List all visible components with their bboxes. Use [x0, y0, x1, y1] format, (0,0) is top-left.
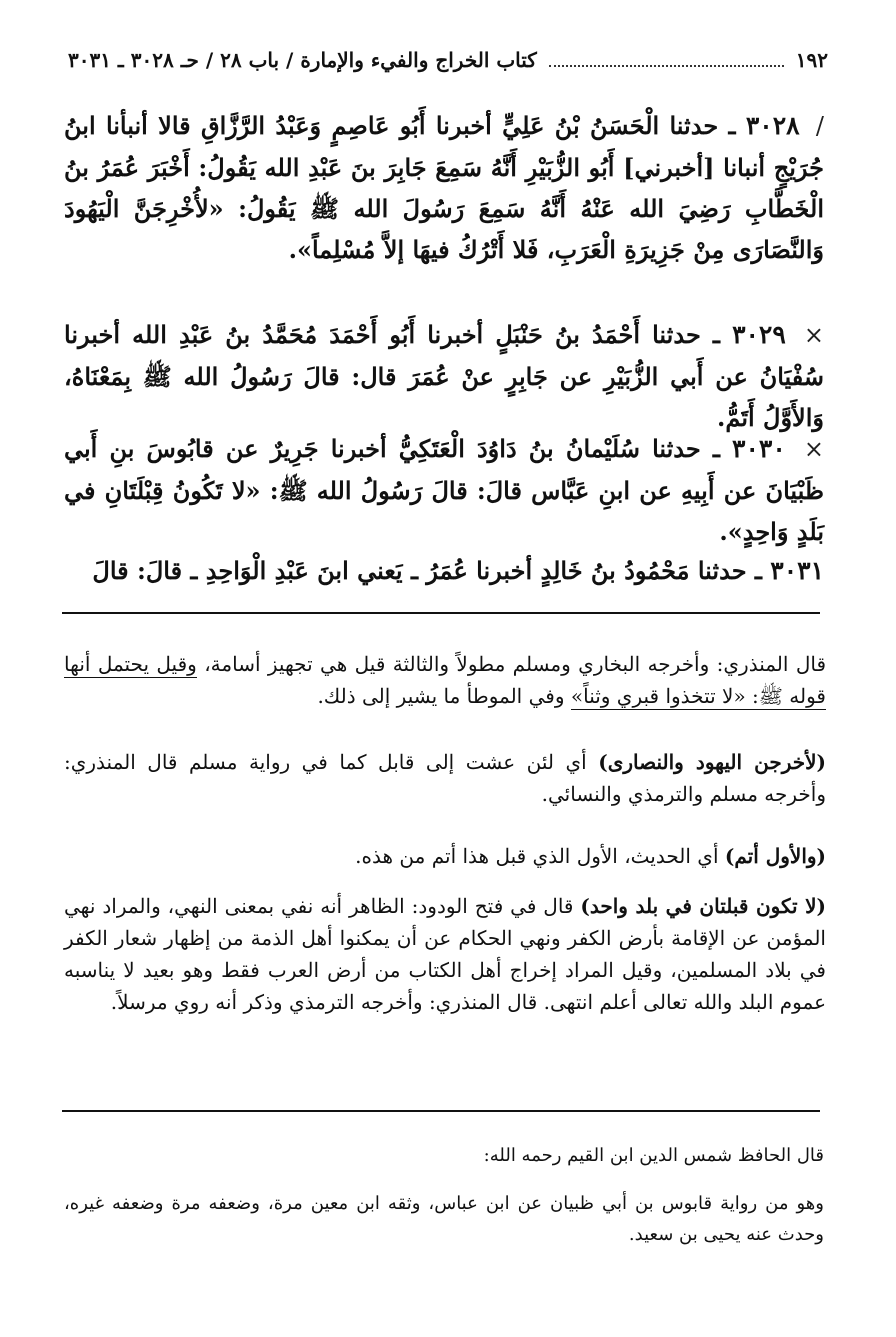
commentary-mundhiri	[64, 648, 826, 712]
commentary-text: وفي الموطأ ما يشير إلى ذلك.	[317, 684, 565, 708]
commentary-text: أي الحديث، الأول الذي قبل هذا أتم من هذه.	[355, 844, 719, 868]
divider-line	[62, 612, 820, 614]
hadith-text: ـ حدثنا سُلَيْمانُ بنُ دَاوُدَ الْعَتَكِيُّ أخبرنا جَرِيرٌ عن قابُوسَ بنِ أَبي ظَبْيَانَ عن أَبِيهِ عن ابنِ عَبَّاس قالَ: قالَ رَسُولُ الله ﷺ: «لا تَكُونُ قِبْلَتَانِ في بَلَدٍ وَاحِدٍ».	[64, 434, 824, 546]
commentary-item	[64, 746, 826, 810]
page-number: ١٩٢	[795, 48, 828, 72]
hadith-number: ٣٠٢٨	[745, 111, 800, 140]
page-header	[68, 48, 828, 78]
underlined-text: وقيل يحتمل أنها قوله ﷺ: «لا تتخذوا قبري وثناً»	[64, 652, 826, 708]
commentary-text: أي لئن عشت إلى قابل كما في رواية مسلم قال المنذري: وأخرجه مسلم والترمذي والنسائي.	[64, 750, 826, 806]
hadith-3030	[64, 428, 824, 552]
commentary-item	[64, 840, 826, 872]
commentary-lead: (لا تكون قبلتان في بلد واحد)	[580, 894, 826, 918]
hadith-3029	[64, 314, 824, 438]
divider-line	[62, 1110, 820, 1112]
margin-mark: ×	[803, 321, 825, 349]
commentary-text: قال في فتح الودود: الظاهر أنه نفي بمعنى النهي، والمراد نهي المؤمن عن الإقامة بأرض الكفر ونهي الحكام عن أن يمكنوا أهل الذمة من إظهار شعار الكفر في بلاد المسلمين، وقيل المراد إخراج أهل الكتاب من أرض العرب فقط وهو بعيد لا يناسبه عموم البلد والله تعالى أعلم انتهى. قال المنذري: وأخرجه الترمذي وذكر أنه روي مرسلاً.	[64, 894, 826, 1014]
ibn-qayyim-text: وهو من رواية قابوس بن أبي ظبيان عن ابن عباس، وثقه ابن معين مرة، وضعفه مرة وضعفه غيره، وحدث عنه يحيى بن سعيد.	[64, 1193, 824, 1245]
running-title: كتاب الخراج والفيء والإمارة / باب ٢٨ / حـ ٣٠٢٨ ـ ٣٠٣١	[68, 48, 537, 72]
hadith-3028	[64, 105, 824, 270]
commentary-lead: (والأول أتم)	[724, 844, 826, 868]
hadith-number: ٣٠٣٠	[732, 434, 786, 463]
hadith-text: ـ حدثنا أَحْمَدُ بنُ حَنْبَلٍ أخبرنا أَبُو أَحْمَدَ مُحَمَّدُ بنُ عَبْدِ الله أخبرنا سُفْيَانُ عن أَبي الزُّبَيْرِ عن جَابِرٍ عنْ عُمَرَ قال: قالَ رَسُولُ الله ﷺ بِمَعْنَاهُ، وَالأَوَّلُ أَتَمُّ.	[64, 320, 824, 432]
hadith-3031	[64, 550, 824, 591]
dotted-leader	[549, 51, 784, 67]
commentary-text: قال المنذري: وأخرجه البخاري ومسلم مطولاً والثالثة قيل هي تجهيز أسامة،	[204, 652, 827, 676]
margin-mark: /	[815, 112, 824, 140]
margin-mark: ×	[803, 435, 825, 463]
ibn-qayyim-heading: قال الحافظ شمس الدين ابن القيم رحمه الله:	[483, 1145, 824, 1166]
hadith-text: ـ حدثنا الْحَسَنُ بْنُ عَلِيٍّ أخبرنا أَبُو عَاصِمٍ وَعَبْدُ الرَّزَّاقِ قالا أنبأنا ابنُ جُرَيْجٍ أنبانا [أخبرني] أَبُو الزُّبَيْرِ أَنَّهُ سَمِعَ جَابِرَ بنَ عَبْدِ الله يَقُولُ: أَخْبَرَ عُمَرُ بنُ الْخَطَّابِ رَضِيَ الله عَنْهُ أَنَّهُ سَمِعَ رَسُولَ الله ﷺ يَقُولُ: «لأُخْرِجَنَّ الْيَهُودَ وَالنَّصَارَى مِنْ جَزِيرَةِ الْعَرَبِ، فَلا أَتْرُكُ فيهَا إلاَّ مُسْلِماً».	[64, 111, 824, 264]
commentary-lead: (لأخرجن اليهود والنصارى)	[598, 750, 827, 774]
hadith-text: ـ حدثنا مَحْمُودُ بنُ خَالِدٍ أخبرنا عُمَرُ ـ يَعني ابنَ عَبْدِ الْوَاحِدِ ـ قالَ: قالَ	[92, 556, 762, 585]
hadith-number: ٣٠٣١	[770, 556, 824, 585]
hadith-number: ٣٠٢٩	[732, 320, 786, 349]
commentary-item	[64, 890, 826, 1018]
